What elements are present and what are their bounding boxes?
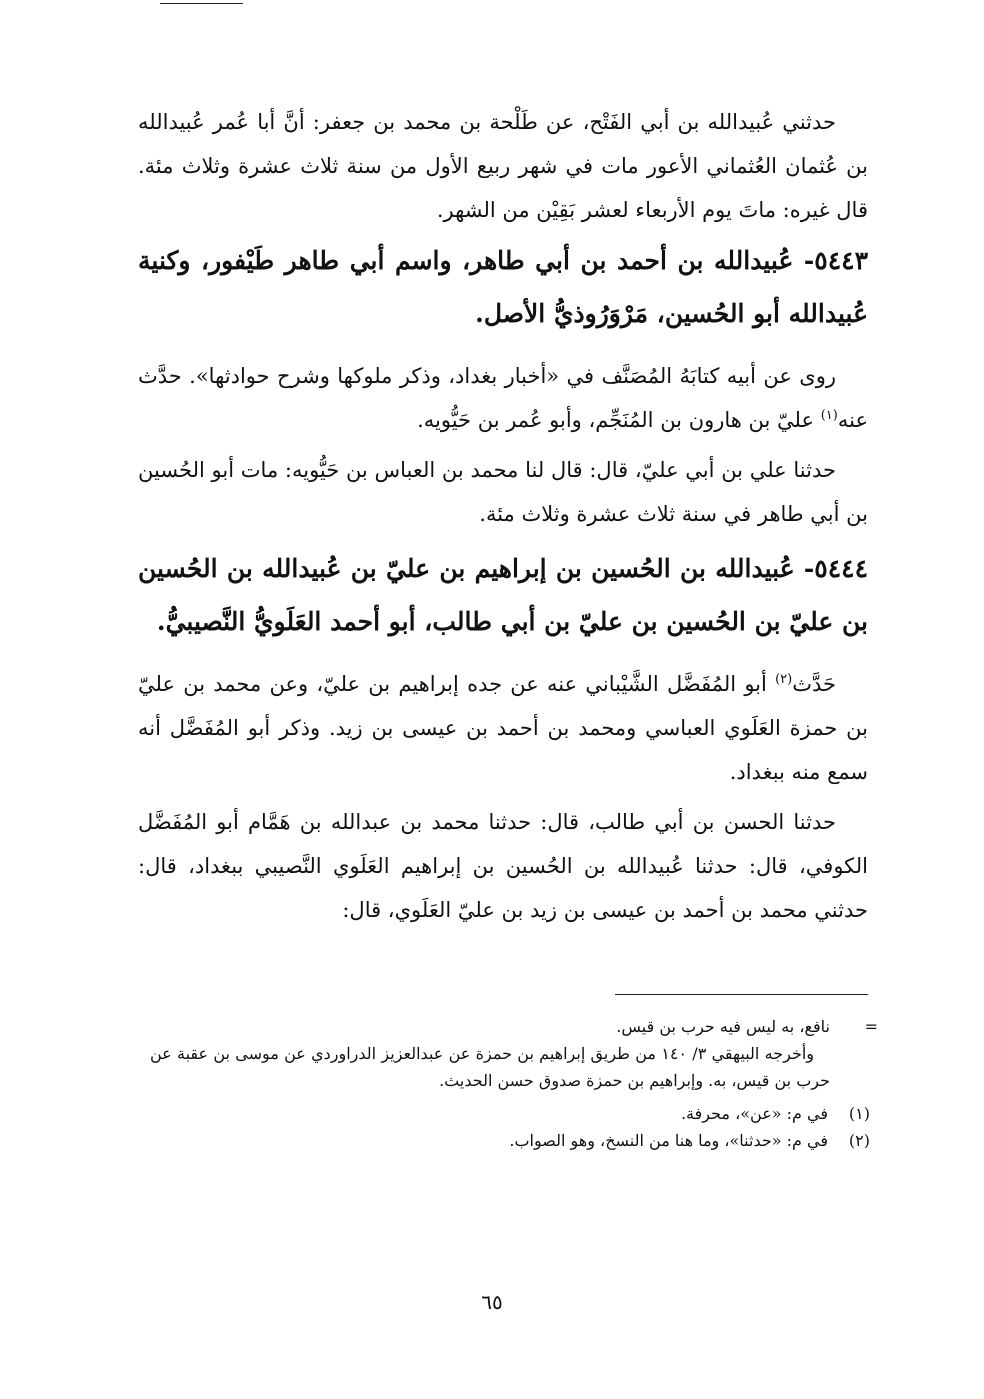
paragraph-text: حَدَّث bbox=[792, 672, 836, 696]
paragraph-death-5443: حدثنا علي بن أبي عليّ، قال: قال لنا محمد بن العباس بن حَيُّويه: مات أبو الحُسين بن أبي طاهر في سنة ثلاث عشرة وثلاث مئة. bbox=[138, 458, 868, 526]
paragraph-death-date: حدثني عُبيدالله بن أبي الفَتْح، عن طَلْحة بن محمد بن جعفر: أنَّ أبا عُمر عُبيدالله بن عُثمان العُثماني الأعور مات في شهر ربيع الأول من سنة ثلاث عشرة وثلاث مئة. قال غيره: ماتَ يوم الأربعاء لعشر بَقِيْن من الشهر. bbox=[138, 110, 868, 222]
continuation-mark: = bbox=[864, 1017, 878, 1036]
page-number: ٦٥ bbox=[481, 1290, 503, 1314]
entry-5444-heading: ٥٤٤٤- عُبيدالله بن الحُسين بن إبراهيم بن عليّ بن عُبيدالله بن الحُسين بن عليّ بن الحُسين بن عليّ بن أبي طالب، أبو أحمد العَلَويُّ النَّصيبيُّ. bbox=[138, 554, 868, 636]
footnote-ref-2[interactable]: (٢) bbox=[775, 672, 793, 687]
footnote-number: (٢) bbox=[848, 1131, 870, 1150]
footnote-continuation-line: نافع، به ليس فيه حرب بن قيس. bbox=[616, 1017, 830, 1036]
footnote-divider bbox=[615, 994, 868, 995]
footnote-continuation bbox=[150, 1013, 878, 1094]
top-rule bbox=[160, 3, 243, 4]
footnote-1 bbox=[150, 1100, 870, 1127]
paragraph-narration-5444 bbox=[138, 662, 868, 794]
footnotes-section bbox=[150, 1013, 878, 1154]
paragraph-text: روى عن أبيه كتابَهُ المُصَنَّف في «أخبار بغداد، وذكر ملوكها وشرح حوادثها». حدَّث عنه bbox=[138, 364, 868, 432]
entry-5443-heading: ٥٤٤٣- عُبيدالله بن أحمد بن أبي طاهر، واسم أبي طاهر طَيْفور، وكنية عُبيدالله أبو الحُسين، مَرْوَرُوذيُّ الأصل. bbox=[138, 246, 868, 328]
paragraph-text: عليّ بن هارون بن المُنَجِّم، وأبو عُمر بن حَيُّويه. bbox=[417, 408, 821, 432]
paragraph-chain-5444: حدثنا الحسن بن أبي طالب، قال: حدثنا محمد بن عبدالله بن هَمَّام أبو المُفَضَّل الكوفي، قال: حدثنا عُبيدالله بن الحُسين بن إبراهيم العَلَوي النَّصيبي ببغداد، قال: حدثني محمد بن أحمد بن عيسى بن زيد بن عليّ العَلَوي، قال: bbox=[138, 810, 868, 922]
paragraph-text: أبو المُفَضَّل الشَّيْباني عنه عن جده إبراهيم بن عليّ، وعن محمد بن عليّ بن حمزة العَلَوي العباسي ومحمد بن أحمد بن عيسى بن زيد. وذكر أبو المُفَضَّل أنه سمع منه ببغداد. bbox=[138, 672, 868, 784]
footnote-continuation-paragraph bbox=[150, 1040, 870, 1094]
footnote-text: وأخرجه البيهقي ٣/ ١٤٠ من طريق إبراهيم بن حمزة عن عبدالعزيز الدراوردي عن موسى بن عقبة عن حرب بن قيس، به. وإبراهيم بن حمزة صدوق حسن الحديث. bbox=[150, 1044, 830, 1090]
footnote-text: في م: «حدثنا»، وما هنا من النسخ، وهو الصواب. bbox=[509, 1131, 828, 1150]
footnote-2 bbox=[150, 1127, 870, 1154]
footnote-text: في م: «عن»، محرفة. bbox=[680, 1104, 828, 1123]
page-body bbox=[138, 100, 868, 938]
footnote-ref-1[interactable]: (١) bbox=[820, 408, 838, 423]
footnote-number: (١) bbox=[848, 1104, 870, 1123]
paragraph-narration-5443 bbox=[138, 354, 868, 442]
